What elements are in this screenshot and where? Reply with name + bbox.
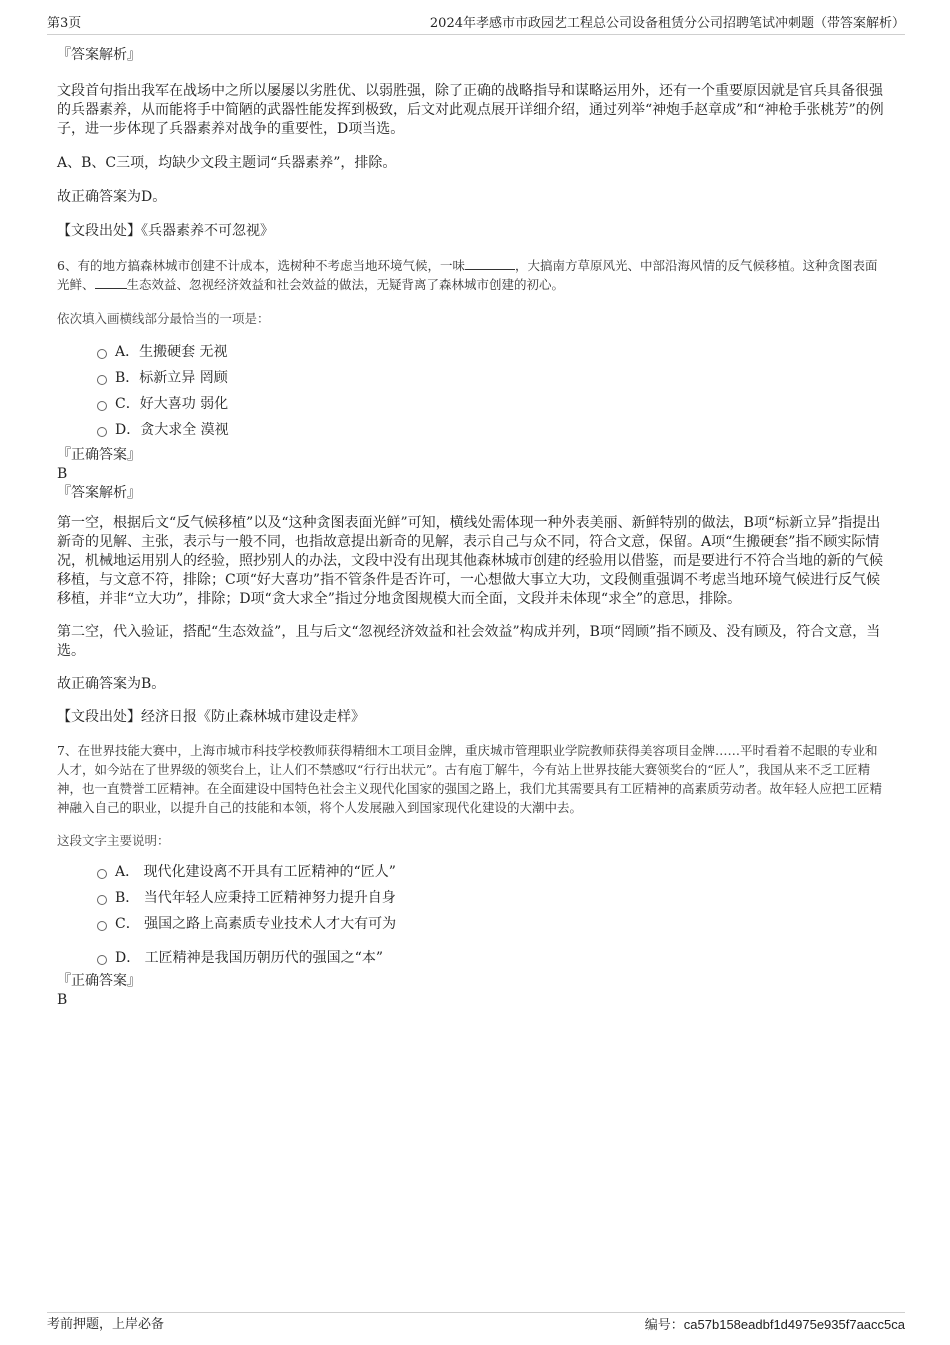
option-d[interactable]: D． 工匠精神是我国历朝历代的强国之“本”	[97, 948, 887, 968]
document-title: 2024年孝感市市政园艺工程总公司设备租赁分公司招聘笔试冲刺题（带答案解析）	[429, 16, 905, 31]
blank-line	[465, 257, 515, 270]
question-stem: 6、有的地方搞森林城市创建不计成本，选树种不考虑当地环境气候，一味 ，大搞南方草原风光、中部沿海风情的反气候移植。这种贪图表面光鲜、 生态效益、忽视经济效益和社会效益的做法，无疑背离了森林城市创建的初心。	[57, 258, 878, 292]
blank-line	[95, 276, 127, 289]
radio-icon[interactable]	[97, 427, 107, 437]
correct-answer: B	[57, 466, 68, 482]
question-instruction: 依次填入画横线部分最恰当的一项是：	[57, 311, 270, 326]
option-c[interactable]: C．好大喜功 弱化	[97, 394, 887, 414]
document-body	[57, 44, 887, 1010]
analysis-paragraph: 第二空，代入验证，搭配“生态效益”，且与后文“忽视经济效益和社会效益”构成并列，B项“罔顾”指不顾及、没有顾及，符合文意，当选。	[57, 624, 881, 659]
option-list	[57, 342, 887, 440]
answer-line: 故正确答案为B。	[57, 676, 166, 692]
source-line: 【文段出处】经济日报《防止森林城市建设走样》	[57, 709, 365, 725]
option-a[interactable]: A．生搬硬套 无视	[97, 342, 887, 362]
analysis-label: 『答案解析』	[57, 485, 141, 501]
radio-icon[interactable]	[97, 401, 107, 411]
radio-icon[interactable]	[97, 869, 107, 879]
page-number: 第3页	[47, 16, 82, 31]
source-line: 【文段出处】《兵器素养不可忽视》	[57, 223, 274, 239]
question-instruction: 这段文字主要说明：	[57, 833, 170, 848]
option-c[interactable]: C． 强国之路上高素质专业技术人才大有可为	[97, 914, 887, 934]
analysis-paragraph: 文段首句指出我军在战场中之所以屡屡以劣胜优、以弱胜强，除了正确的战略指导和谋略运用外，还有一个重要原因就是官兵具备很强的兵器素养，从而能将手中简陋的武器性能发挥到极致，后文对此观点展开详细介绍，通过列举“神炮手赵章成”和“神枪手张桃芳”的例子，进一步体现了兵器素养对战争的重要性，D项当选。	[57, 83, 884, 137]
question-stem: 7、在世界技能大赛中，上海市城市科技学校教师获得精细木工项目金牌，重庆城市管理职业学院教师获得美容项目金牌……平时看着不起眼的专业和人才，如今站在了世界级的领奖台上，让人们不禁感叹“行行出状元”。古有庖丁解牛，今有站上世界技能大赛领奖台的“匠人”，我国从来不乏工匠精神，也一直赞誉工匠精神。在全面建设中国特色社会主义现代化国家的强国之路上，我们尤其需要具有工匠精神的高素质劳动者。故年轻人应把工匠精神融入自己的职业，以提升自己的技能和本领，将个人发展融入到国家现代化建设的大潮中去。	[57, 743, 883, 815]
correct-answer-label: 『正确答案』	[57, 973, 141, 989]
footer-slogan: 考前押题，上岸必备	[47, 1317, 165, 1332]
radio-icon[interactable]	[97, 349, 107, 359]
radio-icon[interactable]	[97, 375, 107, 385]
answer-line: 故正确答案为D。	[57, 189, 167, 205]
correct-answer: B	[57, 992, 68, 1008]
radio-icon[interactable]	[97, 895, 107, 905]
analysis-label: 『答案解析』	[57, 47, 141, 63]
option-a[interactable]: A． 现代化建设离不开具有工匠精神的“匠人”	[97, 862, 887, 882]
option-b[interactable]: B．标新立异 罔顾	[97, 368, 887, 388]
radio-icon[interactable]	[97, 955, 107, 965]
correct-answer-label: 『正确答案』	[57, 447, 141, 463]
document-code: 编号：ca57b158eadbf1d4975e935f7aacc5ca	[644, 1317, 905, 1333]
analysis-paragraph: 第一空，根据后文“反气候移植”以及“这种贪图表面光鲜”可知，横线处需体现一种外表美丽、新鲜特别的做法，B项“标新立异”指提出新奇的见解、主张，表示与一般不同，也指故意提出新奇的见解，表示自己与众不同，符合文意，保留。A项“生搬硬套”指不顾实际情况，机械地运用别人的经验，照抄别人的办法，文段中没有出现其他森林城市创建的经验用以借鉴，而是要进行不符合当地的新的气候移植，与文意不符，排除；C项“好大喜功”指不管条件是否许可，一心想做大事立大功，文段侧重强调不考虑当地环境气候进行反气候移植，并非“立大功”，排除；D项“贪大求全”指过分地贪图规模大而全面，文段并未体现“求全”的意思，排除。	[57, 515, 883, 607]
option-b[interactable]: B． 当代年轻人应秉持工匠精神努力提升自身	[97, 888, 887, 908]
analysis-paragraph: A、B、C三项，均缺少文段主题词“兵器素养”，排除。	[57, 155, 397, 171]
option-list	[57, 862, 887, 968]
radio-icon[interactable]	[97, 921, 107, 931]
page-footer	[47, 1312, 905, 1333]
option-d[interactable]: D．贪大求全 漠视	[97, 420, 887, 440]
page-header	[47, 14, 905, 35]
